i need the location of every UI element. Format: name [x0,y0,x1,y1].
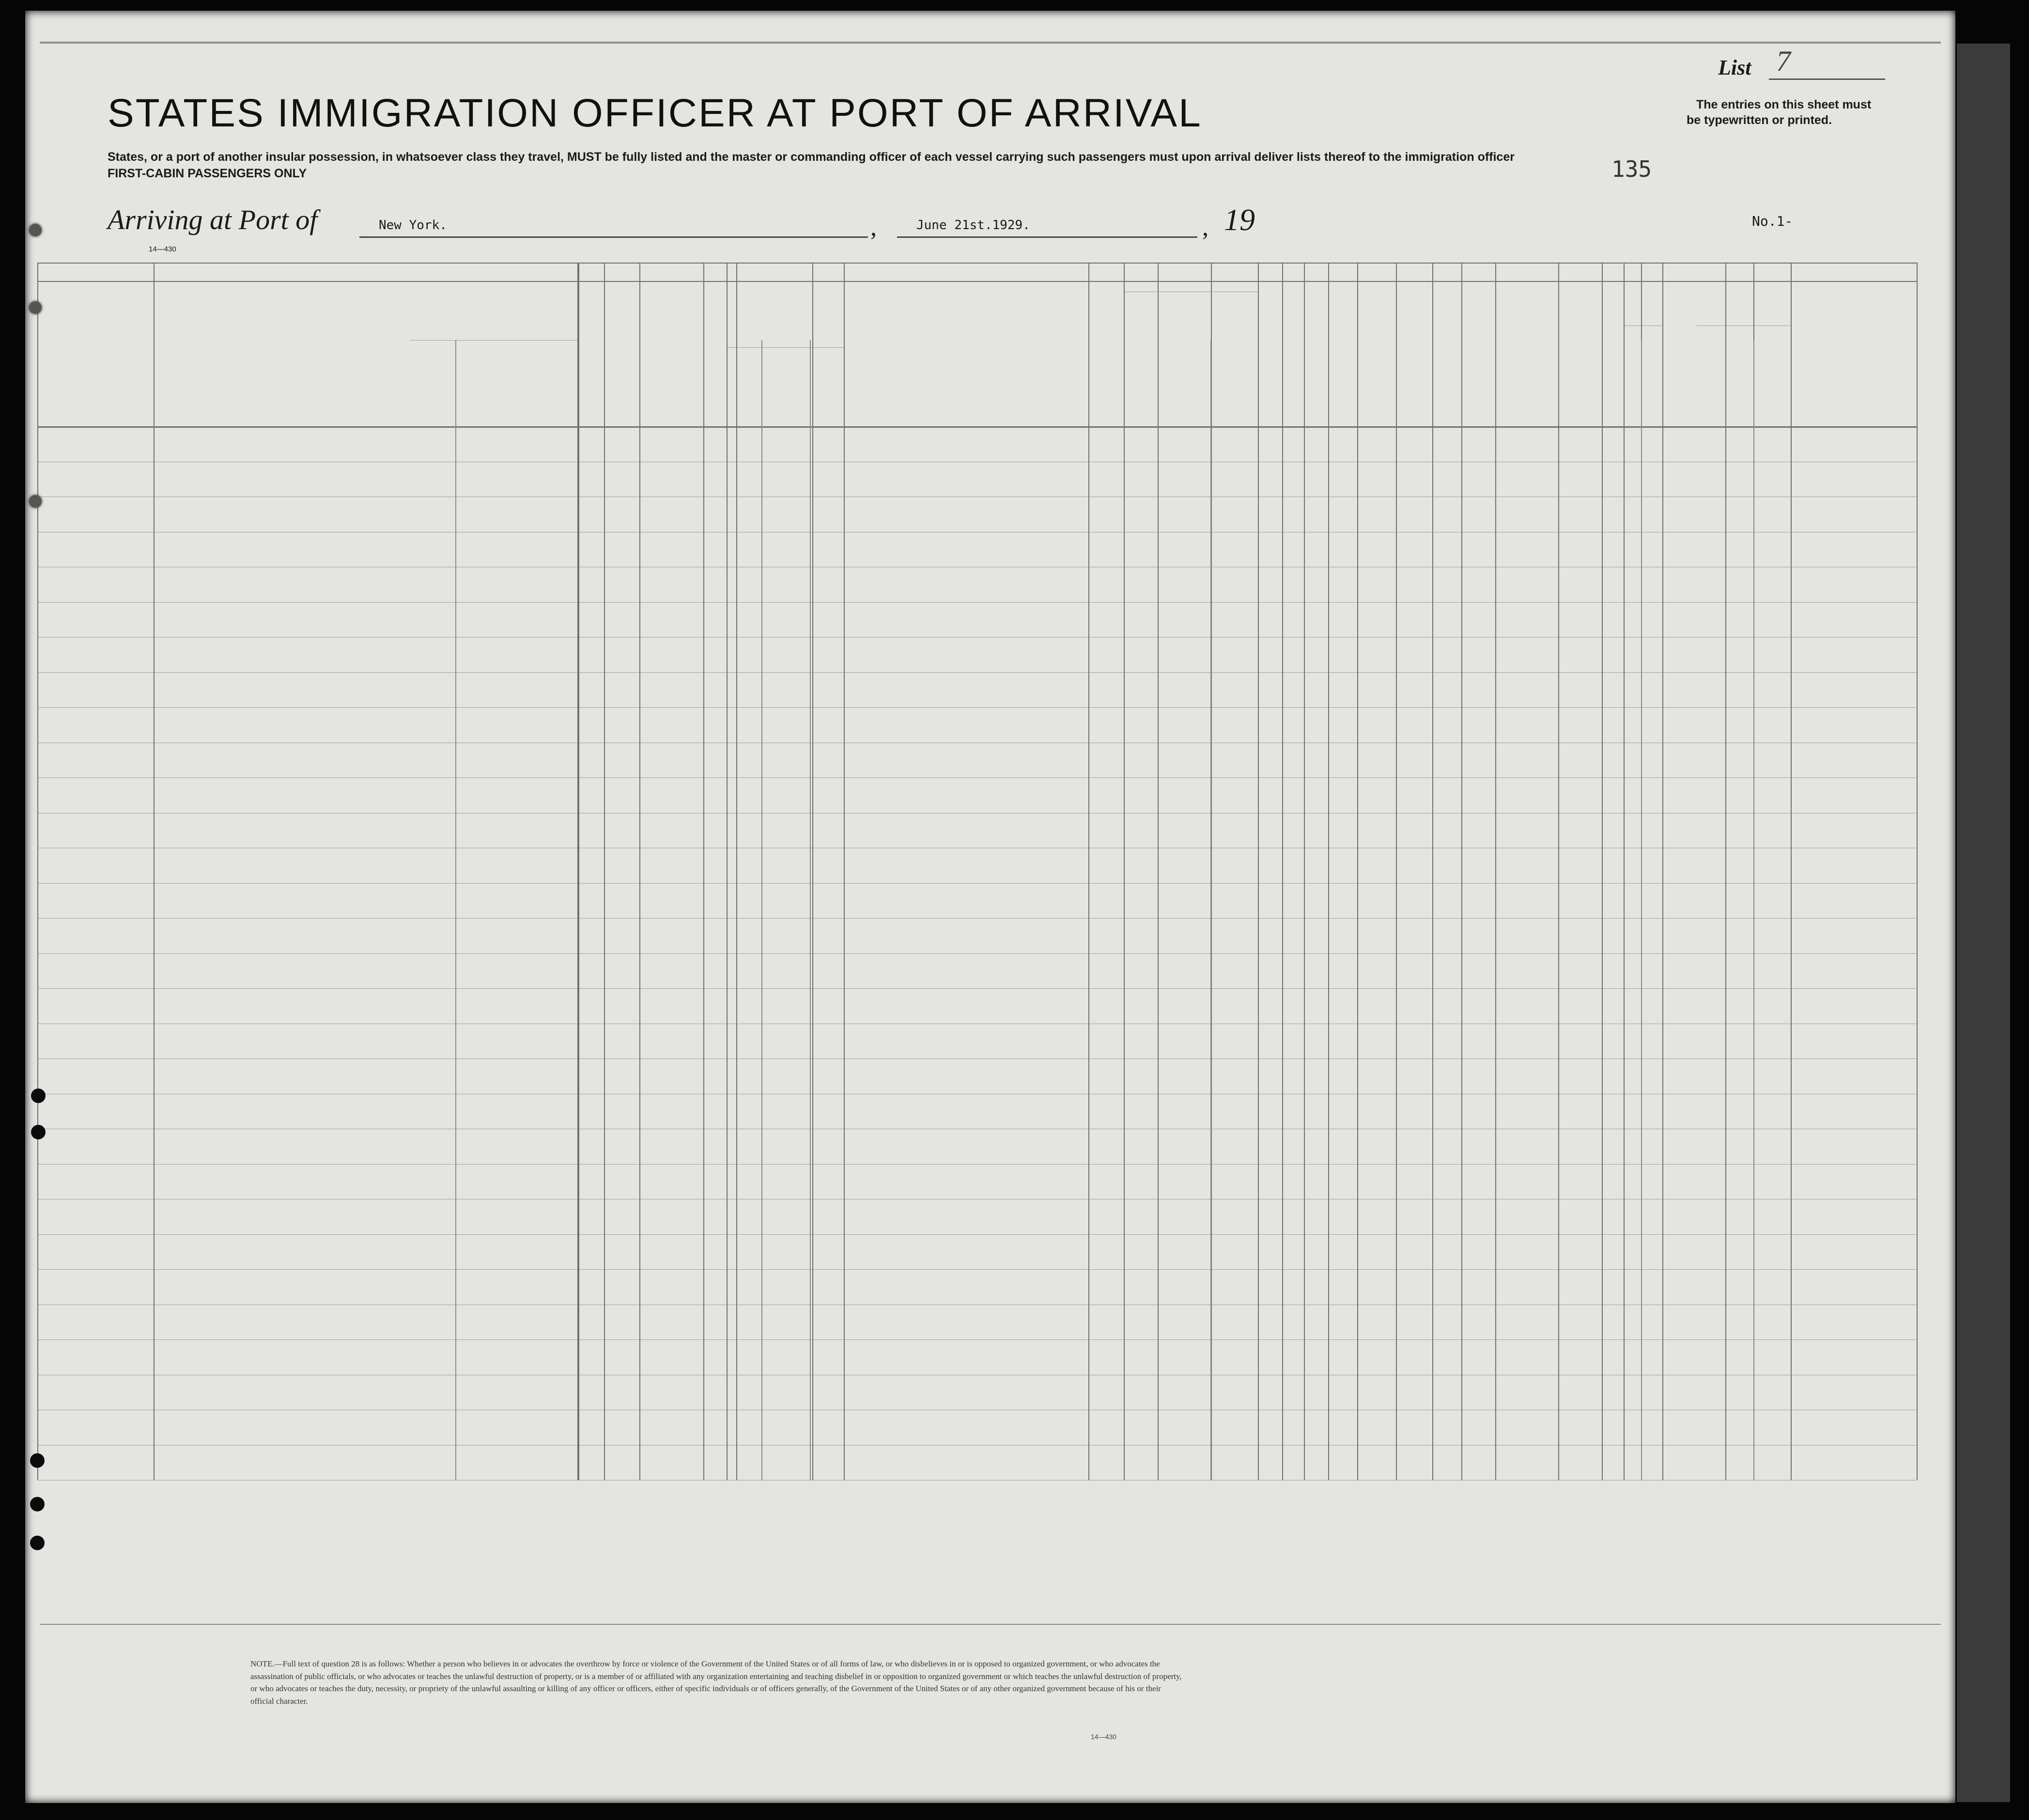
column-number-rule [37,281,1917,282]
column-rule [1602,263,1603,1480]
column-rule [1725,263,1726,1480]
top-border [40,42,1941,44]
column-rule [844,263,845,1480]
column-rule [1917,263,1918,1480]
header-bottom-rule [37,426,1917,428]
list-underline [1769,78,1885,80]
column-rule [727,263,728,1480]
bottom-divider [40,1624,1941,1625]
row-rule [37,602,1917,603]
column-rule [1282,263,1283,1480]
row-rule [37,1269,1917,1270]
column-rule [604,263,605,1480]
fastener [29,301,42,314]
column-rule [1791,263,1792,1480]
row-rule [37,883,1917,884]
first-cabin-label: FIRST-CABIN PASSENGERS ONLY [108,167,307,180]
port-comma: , [870,214,877,241]
column-rule [1662,263,1663,1480]
row-rule [37,1339,1917,1340]
column-rule [1357,263,1358,1480]
binder-hole [31,1125,46,1139]
column-rule [1158,263,1159,1480]
row-rule [37,1164,1917,1165]
final-destination-subrule [410,340,578,341]
column-rule [1495,263,1496,1480]
column-rule [1396,263,1397,1480]
sheet-number: 135 [1611,156,1652,182]
arriving-label: Arriving at Port of [108,204,318,235]
row-rule [37,637,1917,638]
row-rule [37,953,1917,954]
binder-hole [30,1536,45,1550]
list-number: 7 [1776,45,1791,77]
column-rule [703,263,704,1480]
sub-column-rule [761,340,762,1480]
column-rule [1258,263,1259,1480]
fastener [29,224,42,236]
column-rule [812,263,813,1480]
fastener [29,495,42,508]
column-rule [1461,263,1462,1480]
column-rule [1624,263,1625,1480]
sub-column-rule [1641,340,1642,1480]
column-rule [37,263,38,1480]
column-rule [578,263,579,1480]
binder-hole [31,1089,46,1103]
row-rule [37,1445,1917,1446]
binder-hole [30,1453,45,1468]
form-code: 14—430 [149,245,176,253]
header-top-rule [37,263,1917,264]
sub-column-rule [455,340,456,1480]
sub-column-rule [1753,340,1754,1480]
footnote: NOTE.—Full text of question 28 is as follows: Whether a person who believes in or advocates the overthrow by force or violence of the Government of the United States or of all forms of law, or who disbelieves in or is opposed to organized government, or who advocates the assassination of public officials, or who advocates or teaches the unlawful destruction of property, or is a member of or affiliated with any organization entertaining and teaching disbelief in or opposition to organized government or which teaches the unlawful destruction of property, or who advocates or teaches the duty, necessity, or propriety of the unlawful assaulting or killing of any officer or officers, either of specific individuals or of officers generally, of the Government of the United States or of any other organized government because of his or their official character. [250,1659,1182,1706]
port-underline [359,236,868,238]
sheet-serial: No.1- [1752,213,1793,229]
intro-text: States, or a port of another insular possession, in whatsoever class they travel, MUST be fully listed and the master or commanding officer of each vessel carrying such passengers must upon arrival deliver lists thereof to the immigration officer [108,150,1515,164]
row-rule [37,988,1917,989]
column-rule [1088,263,1089,1480]
row-rule [37,672,1917,673]
instructions-line-1: The entries on this sheet must [1696,98,1872,111]
column-rule [154,263,155,1480]
sub-column-rule [1210,340,1211,1480]
binder-hole [30,1497,45,1511]
column-rule [1124,263,1125,1480]
column-rule [1432,263,1433,1480]
year-comma: , [1202,214,1208,241]
page-title: STATES IMMIGRATION OFFICER AT PORT OF ARRIVAL [108,91,1202,135]
column-rule [1304,263,1305,1480]
before-us-subrule [727,347,844,348]
list-label: List [1718,56,1751,79]
port-value: New York. [379,218,447,233]
column-rule [1328,263,1329,1480]
row-rule [37,1058,1917,1059]
column-rule [639,263,640,1480]
column-rule [736,263,737,1480]
column-rule [1558,263,1559,1480]
date-underline [897,236,1197,238]
footer-form-code: 14—430 [1091,1733,1116,1741]
next-page-edge [1957,44,2010,1802]
row-rule [37,1234,1917,1235]
row-rule [37,707,1917,708]
date-value: June 21st.1929. [916,218,1030,233]
manifest-sheet [25,11,1955,1803]
instructions-line-2: be typewritten or printed. [1687,113,1832,127]
sub-column-rule [810,340,811,1480]
year-prefix: 19 [1224,202,1255,237]
